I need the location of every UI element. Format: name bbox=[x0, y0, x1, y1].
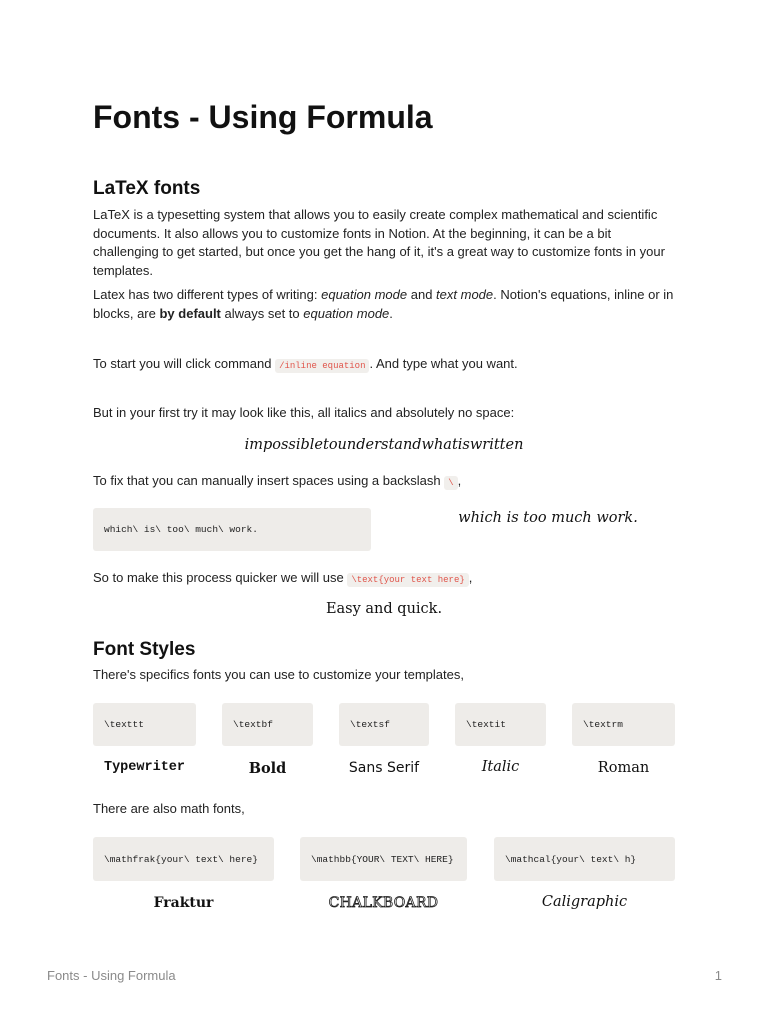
paragraph-math-fonts-intro: There are also math fonts, bbox=[93, 801, 245, 816]
footer-document-title: Fonts - Using Formula bbox=[47, 968, 176, 983]
code-block-mathfrak[interactable]: \mathfrak{your\ text\ here} bbox=[93, 837, 274, 881]
text-segment: . And type what you want. bbox=[369, 356, 518, 371]
code-block-texttt[interactable]: \texttt bbox=[93, 703, 196, 746]
code-block-backslash-spaces[interactable]: which\ is\ too\ much\ work. bbox=[93, 508, 371, 551]
paragraph-intro: LaTeX is a typesetting system that allows you to easily create complex mathematical and scientific documents. It also allows you to customize fonts in Notion. At the beginning, it can be a bit challenging to get started, but once you get the hang of it, it's a great way to customize fonts in your templates. bbox=[93, 207, 665, 278]
text-segment: and bbox=[407, 287, 437, 302]
paragraph-modes bbox=[93, 286, 675, 323]
inline-code-backslash: \ bbox=[444, 476, 457, 490]
paragraph-first-try: But in your first try it may look like this, all italics and absolutely no space: bbox=[93, 405, 515, 420]
text-segment: Latex has two different types of writing: bbox=[93, 287, 322, 302]
math-example-easy-quick: Easy and quick. bbox=[325, 601, 443, 617]
font-sample-typewriter: Typewriter bbox=[103, 760, 185, 775]
font-sample-bold: Bold bbox=[248, 760, 287, 777]
font-sample-blackboard: CHALKBOARD bbox=[328, 895, 439, 911]
inline-code-text-command: \text{your text here} bbox=[347, 573, 468, 587]
emphasis-equation-mode: equation mode bbox=[321, 287, 408, 302]
page-title: Fonts - Using Formula bbox=[93, 99, 433, 135]
code-block-textsf[interactable]: \textsf bbox=[339, 703, 429, 746]
font-sample-sans-serif: Sans Serif bbox=[348, 760, 420, 776]
text-segment: . Notion's equations, inline or in blocks, are bbox=[93, 287, 674, 321]
code-block-mathbb[interactable]: \mathbb{YOUR\ TEXT\ HERE} bbox=[300, 837, 467, 881]
paragraph-text-command bbox=[93, 569, 675, 590]
emphasis-text-mode: text mode bbox=[436, 287, 494, 302]
text-segment: , bbox=[468, 570, 473, 585]
footer-page-number: 1 bbox=[714, 968, 722, 983]
math-render-backslash-spaces: which is too much work. bbox=[458, 510, 638, 526]
math-example-no-spaces: impossibletounderstandwhatiswritten bbox=[244, 437, 524, 453]
strong-by-default: by default bbox=[159, 305, 221, 321]
font-sample-fraktur: Fraktur bbox=[153, 895, 214, 911]
font-sample-caligraphic: Caligraphic bbox=[541, 894, 628, 910]
text-segment: To fix that you can manually insert spaces using a backslash bbox=[93, 473, 445, 488]
text-segment: . bbox=[389, 305, 393, 321]
text-segment: always set to bbox=[220, 305, 304, 321]
heading-font-styles: Font Styles bbox=[93, 639, 196, 660]
text-segment: , bbox=[457, 473, 462, 488]
text-segment: So to make this process quicker we will use bbox=[93, 570, 348, 585]
code-block-textbf[interactable]: \textbf bbox=[222, 703, 313, 746]
paragraph-font-styles-intro: There's specifics fonts you can use to customize your templates, bbox=[93, 667, 464, 682]
code-block-textrm[interactable]: \textrm bbox=[572, 703, 675, 746]
heading-latex-fonts: LaTeX fonts bbox=[93, 178, 201, 199]
emphasis-equation-mode: equation mode bbox=[303, 305, 390, 321]
text-segment: To start you will click command bbox=[93, 356, 276, 371]
code-block-textit[interactable]: \textit bbox=[455, 703, 546, 746]
font-sample-italic: Italic bbox=[481, 759, 520, 775]
paragraph-backslash bbox=[93, 472, 675, 493]
inline-code-inline-equation: /inline equation bbox=[275, 359, 369, 373]
code-block-mathcal[interactable]: \mathcal{your\ text\ h} bbox=[494, 837, 675, 881]
paragraph-start-command bbox=[93, 355, 675, 376]
font-sample-roman: Roman bbox=[597, 760, 650, 776]
